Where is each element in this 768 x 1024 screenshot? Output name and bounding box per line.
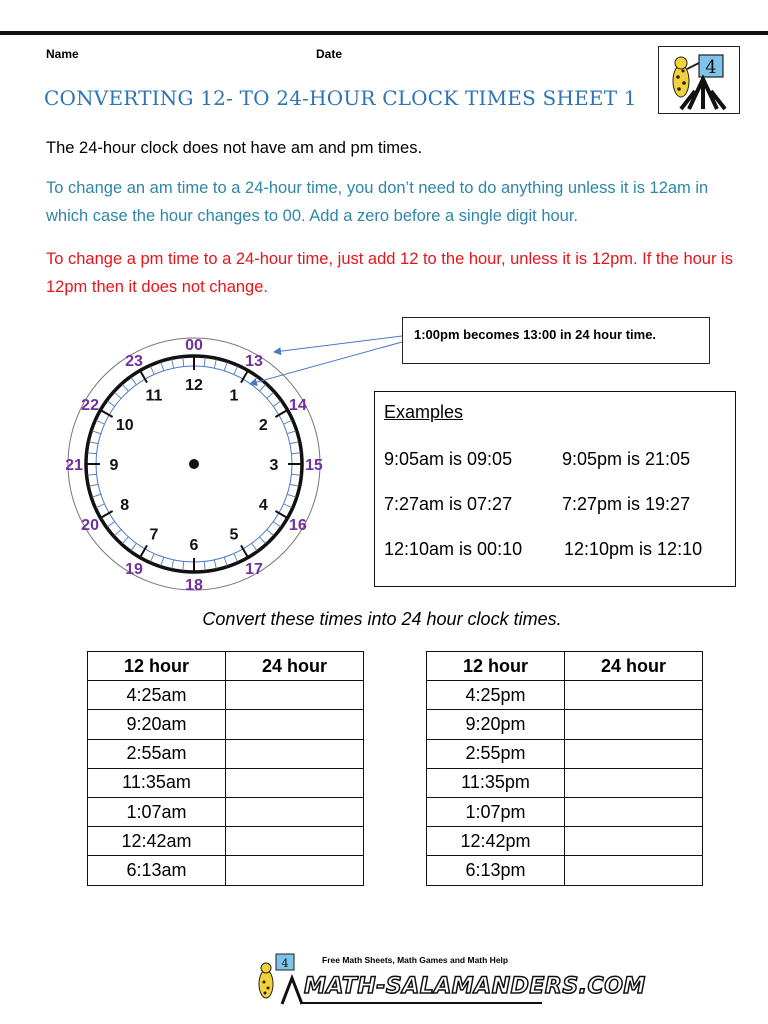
answer-cell[interactable] <box>226 681 364 710</box>
conversion-table-pm <box>426 651 703 886</box>
example-pm: 12:10pm is 12:10 <box>564 539 703 559</box>
table-row <box>88 856 364 885</box>
table-row <box>427 681 703 710</box>
clock-hour-12h: 12 <box>185 377 203 394</box>
time-12h: 6:13pm <box>427 856 565 885</box>
examples-heading: Examples <box>384 402 464 422</box>
clock-hour-12h: 10 <box>115 417 134 434</box>
time-12h: 2:55pm <box>427 739 565 768</box>
name-label: Name <box>46 47 79 61</box>
clock-hour-24h: 20 <box>81 517 99 534</box>
clock-hour-12h: 9 <box>109 457 119 474</box>
callout-box: 1:00pm becomes 13:00 in 24 hour time. <box>402 317 710 364</box>
col-12-hour: 12 hour <box>427 652 565 681</box>
time-12h: 9:20am <box>88 710 226 739</box>
clock-hour-24h: 15 <box>305 457 322 474</box>
time-12h: 6:13am <box>88 856 226 885</box>
clock-hour-12h: 1 <box>229 387 239 405</box>
time-12h: 2:55am <box>88 739 226 768</box>
time-12h: 11:35am <box>88 768 226 797</box>
table-row <box>427 797 703 826</box>
clock-hour-24h: 21 <box>66 457 83 474</box>
table-row <box>427 856 703 885</box>
table-row <box>88 768 364 797</box>
example-pm: 7:27pm is 19:27 <box>562 494 691 514</box>
table-header-row <box>88 652 364 681</box>
clock-hour-24h: 19 <box>125 560 143 578</box>
time-12h: 1:07am <box>88 797 226 826</box>
example-am: 12:10am is 00:10 <box>384 539 523 559</box>
table-row <box>427 710 703 739</box>
clock-hour-12h: 6 <box>189 537 199 554</box>
clock-hour-24h: 23 <box>125 353 143 371</box>
time-12h: 12:42pm <box>427 827 565 856</box>
answer-cell[interactable] <box>565 768 703 797</box>
footer-salamander-icon <box>246 952 306 1008</box>
answer-cell[interactable] <box>565 856 703 885</box>
answer-cell[interactable] <box>226 856 364 885</box>
logo-grade-number: 4 <box>705 57 717 78</box>
time-12h: 4:25pm <box>427 681 565 710</box>
instruction-text <box>0 609 768 630</box>
footer-logo[interactable] <box>246 952 646 1008</box>
col-24-hour: 24 hour <box>565 652 703 681</box>
page-title: CONVERTING 12- TO 24-HOUR CLOCK TIMES SHEET 1 <box>44 86 637 110</box>
time-12h: 1:07pm <box>427 797 565 826</box>
clock-hour-12h: 2 <box>258 417 268 434</box>
example-pm: 9:05pm is 21:05 <box>562 449 691 469</box>
intro-text: The 24-hour clock does not have am and pm times. <box>46 139 423 157</box>
clock-hour-24h: 22 <box>81 397 99 414</box>
clock-hour-12h: 8 <box>120 497 130 514</box>
footer-tagline: Free Math Sheets, Math Games and Math Help <box>322 955 509 965</box>
examples-box <box>374 391 736 587</box>
clock-hour-24h: 16 <box>289 517 307 534</box>
example-am: 9:05am is 09:05 <box>384 449 513 469</box>
time-12h: 4:25am <box>88 681 226 710</box>
table-row <box>427 768 703 797</box>
table-row <box>88 739 364 768</box>
table-header-row <box>427 652 703 681</box>
clock-hour-12h: 11 <box>145 387 163 405</box>
time-12h: 11:35pm <box>427 768 565 797</box>
instruction-label: Convert these times into 24 hour clock times. <box>202 609 562 629</box>
answer-cell[interactable] <box>226 797 364 826</box>
answer-cell[interactable] <box>565 797 703 826</box>
pm-rule-text: To change a pm time to a 24-hour time, just add 12 to the hour, unless it is 12pm. If the hour is 12pm then it does not change. <box>46 250 733 296</box>
answer-cell[interactable] <box>226 739 364 768</box>
clock-hour-12h: 3 <box>269 457 279 474</box>
conversion-table-am <box>87 651 364 886</box>
answer-cell[interactable] <box>565 739 703 768</box>
table-row <box>88 797 364 826</box>
answer-cell[interactable] <box>226 710 364 739</box>
clock-hour-24h: 14 <box>289 397 307 414</box>
example-am: 7:27am is 07:27 <box>384 494 513 514</box>
clock-hour-24h: 00 <box>185 337 203 354</box>
footer-underline <box>300 1002 542 1004</box>
clock-hour-12h: 4 <box>258 497 268 514</box>
clock-hour-24h: 13 <box>245 353 263 371</box>
date-label: Date <box>316 47 343 61</box>
footer-brand: MATH-SALAMANDERS.COM <box>304 974 646 999</box>
table-row <box>88 827 364 856</box>
col-12-hour: 12 hour <box>88 652 226 681</box>
clock-hour-12h: 7 <box>149 526 159 544</box>
clock-hour-12h: 5 <box>229 526 239 544</box>
col-24-hour: 24 hour <box>226 652 364 681</box>
answer-cell[interactable] <box>565 827 703 856</box>
am-rule-text: To change an am time to a 24-hour time, you don’t need to do anything unless it is 12am in which case the hour changes to 00. Add a zero before a single digit hour. <box>46 179 709 225</box>
answer-cell[interactable] <box>226 827 364 856</box>
table-row <box>427 827 703 856</box>
table-row <box>88 681 364 710</box>
footer-logo-number: 4 <box>281 957 289 970</box>
clock-hour-24h: 17 <box>245 560 263 578</box>
clock-hour-24h: 18 <box>185 577 203 594</box>
table-row <box>88 710 364 739</box>
answer-cell[interactable] <box>565 710 703 739</box>
time-12h: 9:20pm <box>427 710 565 739</box>
answer-cell[interactable] <box>565 681 703 710</box>
table-row <box>427 739 703 768</box>
answer-cell[interactable] <box>226 768 364 797</box>
time-12h: 12:42am <box>88 827 226 856</box>
